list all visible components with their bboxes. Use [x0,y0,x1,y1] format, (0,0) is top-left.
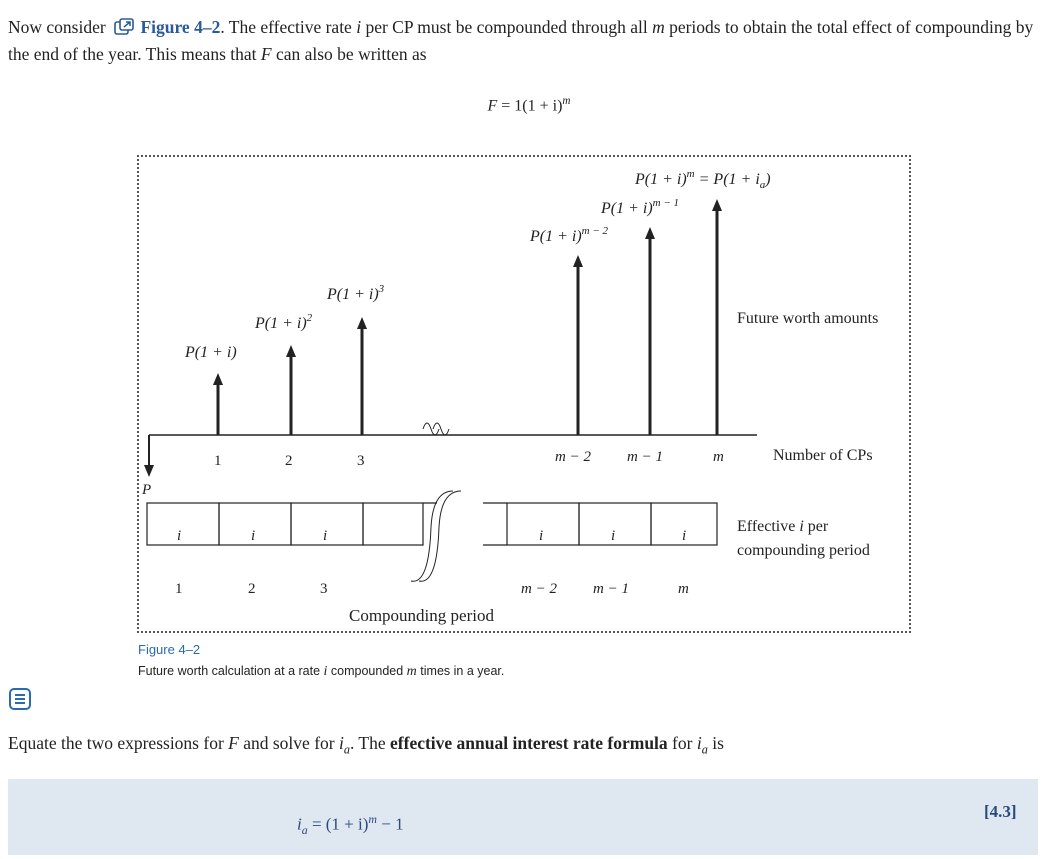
caption-text-3: times in a year. [420,664,505,678]
para2-text-2: and solve for [243,733,335,753]
equation-number: [4.3] [984,802,1017,821]
eq2-tail: − 1 [381,814,404,834]
figure-label: Figure 4–2 [138,642,201,657]
axis-break-mark [423,423,449,435]
period-tick-2: 2 [248,581,256,597]
external-link-icon[interactable] [114,18,134,36]
eq1-exp: m [562,95,571,107]
p-arrowhead [144,465,154,477]
caption-var-i: i [323,664,328,679]
equation-box [8,779,1038,855]
figure-caption [138,664,504,680]
para2-text-3: . The [349,733,386,753]
period-tick-m2: m − 2 [521,581,557,597]
eq1-lhs: F [487,97,498,115]
para2-var-ia-2: $i_a$ [696,733,708,757]
future-worth-label: Future worth amounts [737,310,879,327]
eq2-rhs: = (1 + i) [311,814,369,834]
var-m: m [652,17,665,37]
cell-i-6: i [682,528,687,544]
para2-text-1: Equate the two expressions for [8,733,224,753]
intro-paragraph [8,14,1038,68]
label-pm: $P(1 + i)^m = P(1 + i_a)$ [635,168,771,191]
cell-i-1: i [177,528,182,544]
intro-text-4: periods to obtain the total effect of compounding by the end of the year. This means that [8,17,1034,64]
period-tick-3: 3 [320,581,328,597]
axis-tick-m2: m − 2 [555,449,591,465]
axis-tick-2: 2 [285,453,293,469]
effective-label-line2: compounding period [737,542,870,559]
eq2-lhs: i [297,814,302,834]
eq1-rhs: = 1(1 + i) [501,97,563,115]
para2-text-4: for [672,733,693,753]
label-pm2: $P(1 + i)^{m - 2}$ [530,225,609,245]
label-p3: $P(1 + i)^3$ [327,283,385,303]
equation-4-3 [297,812,404,838]
period-cells [147,503,717,545]
label-p1: P(1 + i) [185,344,237,361]
effective-label-line1: Effective i per [737,518,829,535]
number-cps-label: Number of CPs [773,447,873,464]
caption-text-2: compounded [330,664,404,678]
cell-i-5: i [611,528,616,544]
intro-text-1: Now consider [8,17,106,37]
paragraph-2 [8,733,724,758]
notes-icon[interactable] [9,688,31,710]
axis-tick-3: 3 [357,453,365,469]
axis-tick-m: m [713,449,724,465]
label-pm1: $P(1 + i)^{m - 1}$ [601,197,680,217]
axis-tick-1: 1 [214,453,222,469]
cash-flow-diagram [137,155,911,633]
cell-i-2: i [251,528,256,544]
intro-text-2: . The effective rate [220,17,352,37]
cell-i-3: i [323,528,328,544]
figure-link[interactable]: Figure 4–2 [140,17,221,37]
period-tick-1: 1 [175,581,183,597]
p-label: P [142,482,152,498]
para2-text-5: is [712,733,724,753]
eq2-exp: m [368,812,378,826]
compounding-period-label: Compounding period [349,606,494,625]
cell-i-4: i [539,528,544,544]
var-i: i [356,17,362,37]
caption-var-m: m [406,664,417,679]
period-tick-m: m [678,581,689,597]
intro-text-5: can also be written as [275,44,427,64]
intro-text-3: per CP must be compounded through all [365,17,648,37]
caption-text-1: Future worth calculation at a rate [138,664,321,678]
para2-var-ia: $i_a$ [338,733,350,757]
equation-1 [0,95,1050,115]
para2-bold: effective annual interest rate formula [390,733,668,753]
period-tick-m1: m − 1 [593,581,629,597]
axis-tick-m1: m − 1 [627,449,663,465]
para2-var-F: F [228,733,239,753]
cell-break-mark [411,491,461,581]
eq2-lhs-sub: a [301,823,308,838]
var-F: F [260,44,272,64]
label-p2: $P(1 + i)^2$ [255,312,313,332]
